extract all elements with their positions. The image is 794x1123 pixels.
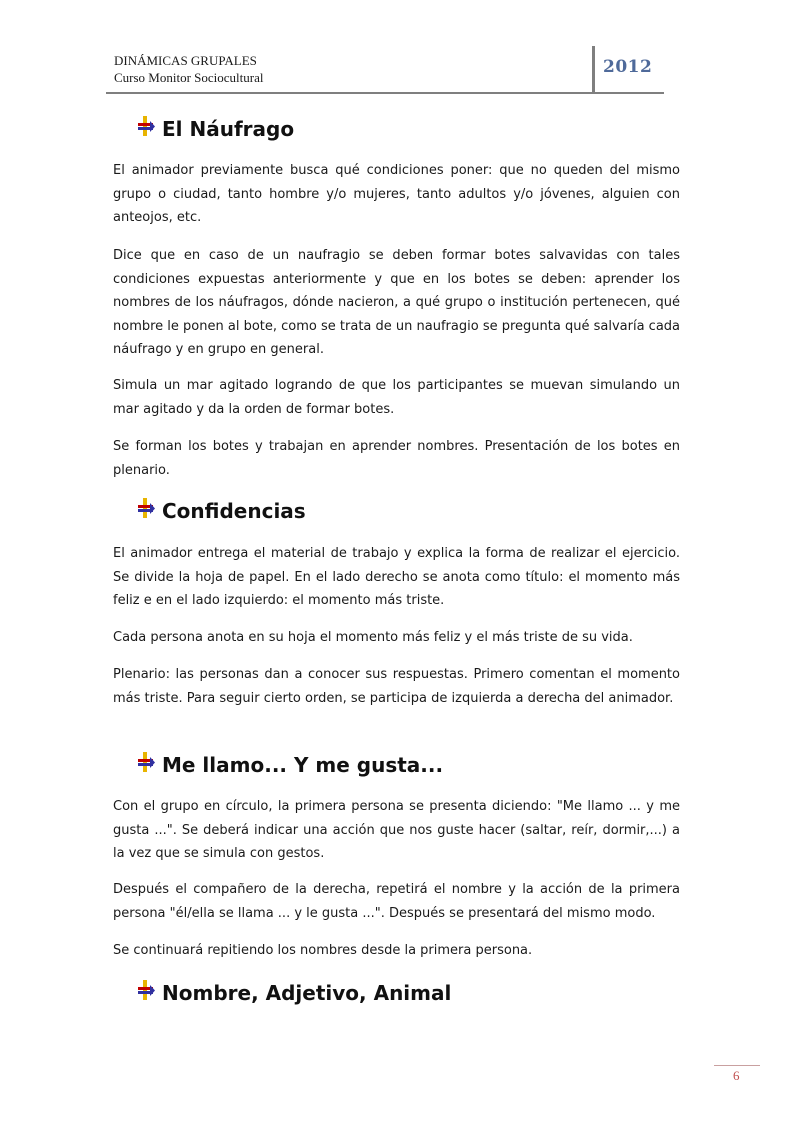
section-heading-el-naufrago — [137, 115, 294, 143]
section-heading-nombre-adjetivo-animal — [137, 979, 451, 1007]
header-text — [114, 52, 264, 86]
header-title: DINÁMICAS GRUPALES — [114, 53, 257, 68]
header-divider — [592, 46, 595, 92]
arrow-cross-bullet-icon — [137, 498, 155, 520]
paragraph: El animador entrega el material de trabajo y explica la forma de realizar el ejercicio. Se divide la hoja de papel. En el lado derecho se anota como título: el momento más feliz e en el lado izquierdo: el momento más triste. — [113, 546, 680, 608]
footer-rule — [714, 1065, 760, 1066]
paragraph: Plenario: las personas dan a conocer sus respuestas. Primero comentan el momento más triste. Para seguir cierto orden, se participa de izquierda a derecha del animador. — [113, 667, 680, 706]
section-title: Confidencias — [162, 499, 306, 523]
header-year: 2012 — [603, 57, 653, 77]
arrow-cross-bullet-icon — [137, 116, 155, 138]
header-rule — [106, 92, 664, 94]
paragraph: El animador previamente busca qué condiciones poner: que no queden del mismo grupo o ciudad, tanto hombre y/o mujeres, tanto adultos y/o jóvenes, alguien con anteojos, etc. — [113, 163, 680, 225]
paragraph: Se forman los botes y trabajan en aprender nombres. Presentación de los botes en plenario. — [113, 439, 680, 478]
arrow-cross-bullet-icon — [137, 980, 155, 1002]
section-heading-confidencias — [137, 497, 306, 525]
section-title: El Náufrago — [162, 117, 295, 141]
section-heading-me-llamo — [137, 751, 443, 779]
paragraph: Cada persona anota en su hoja el momento más feliz y el más triste de su vida. — [113, 630, 633, 645]
paragraph: Simula un mar agitado logrando de que los participantes se muevan simulando un mar agitado y da la orden de formar botes. — [113, 378, 680, 417]
paragraph: Con el grupo en círculo, la primera persona se presenta diciendo: "Me llamo ... y me gusta ...". Se deberá indicar una acción que nos guste hacer (saltar, reír, dormir,...) a la vez que se simula con gestos. — [113, 799, 680, 861]
paragraph: Dice que en caso de un naufragio se deben formar botes salvavidas con tales condiciones expuestas anteriormente y que en los botes se deben: aprender los nombres de los náufragos, dónde nacieron, a qué grupo o institución pertenecen, qué nombre le ponen al bote, como se trata de un naufragio se pregunta qué salvaría cada náufrago y en grupo en general. — [113, 248, 680, 357]
header-subtitle: Curso Monitor Sociocultural — [114, 70, 264, 85]
section-title: Me llamo... Y me gusta... — [162, 753, 444, 777]
paragraph: Después el compañero de la derecha, repetirá el nombre y la acción de la primera persona "él/ella se llama ... y le gusta ...". Después se presentará del mismo modo. — [113, 882, 680, 921]
section-title: Nombre, Adjetivo, Animal — [162, 981, 452, 1005]
paragraph: Se continuará repitiendo los nombres desde la primera persona. — [113, 943, 533, 958]
page-header — [106, 52, 664, 94]
page-number: 6 — [733, 1068, 740, 1083]
arrow-cross-bullet-icon — [137, 752, 155, 774]
